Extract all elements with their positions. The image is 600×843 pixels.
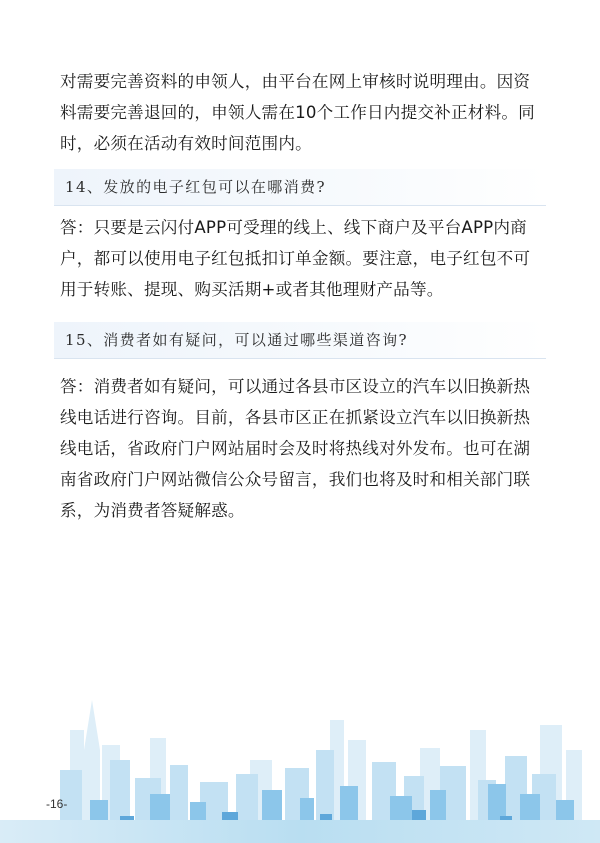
- answer-line: 南省政府门户网站微信公众号留言，我们也将及时和相关部门联: [60, 470, 531, 489]
- intro-line: 料需要完善退回的，申领人需在10个工作日内提交补正材料。同: [60, 103, 535, 122]
- answer-line: 答：消费者如有疑问，可以通过各县市区设立的汽车以旧换新热: [60, 377, 531, 396]
- intro-line: 对需要完善资料的申领人，由平台在网上审核时说明理由。因资: [60, 72, 531, 91]
- answer-line: 线电话，省政府门户网站届时会及时将热线对外发布。也可在湖: [60, 439, 531, 458]
- answer-15-paragraph: [60, 371, 546, 526]
- question-15-heading: [54, 322, 546, 359]
- answer-line: 户，都可以使用电子红包抵扣订单金额。要注意，电子红包不可: [60, 249, 531, 268]
- answer-line: 用于转账、提现、购买活期+或者其他理财产品等。: [60, 280, 444, 299]
- page-number: -16-: [46, 797, 68, 811]
- intro-paragraph: [60, 66, 546, 159]
- answer-line: 线电话进行咨询。目前，各县市区正在抓紧设立汽车以旧换新热: [60, 408, 531, 427]
- question-14-text: 14、发放的电子红包可以在哪消费?: [65, 178, 326, 196]
- answer-line: 答：只要是云闪付APP可受理的线上、线下商户及平台APP内商: [60, 218, 527, 237]
- intro-line: 时，必须在活动有效时间范围内。: [60, 134, 312, 153]
- answer-line: 系，为消费者答疑解惑。: [60, 501, 245, 520]
- answer-14-paragraph: [60, 212, 546, 305]
- question-14-heading: [54, 169, 546, 206]
- question-15-text: 15、消费者如有疑问，可以通过哪些渠道咨询?: [65, 331, 408, 349]
- footer-color-strip: [0, 820, 600, 843]
